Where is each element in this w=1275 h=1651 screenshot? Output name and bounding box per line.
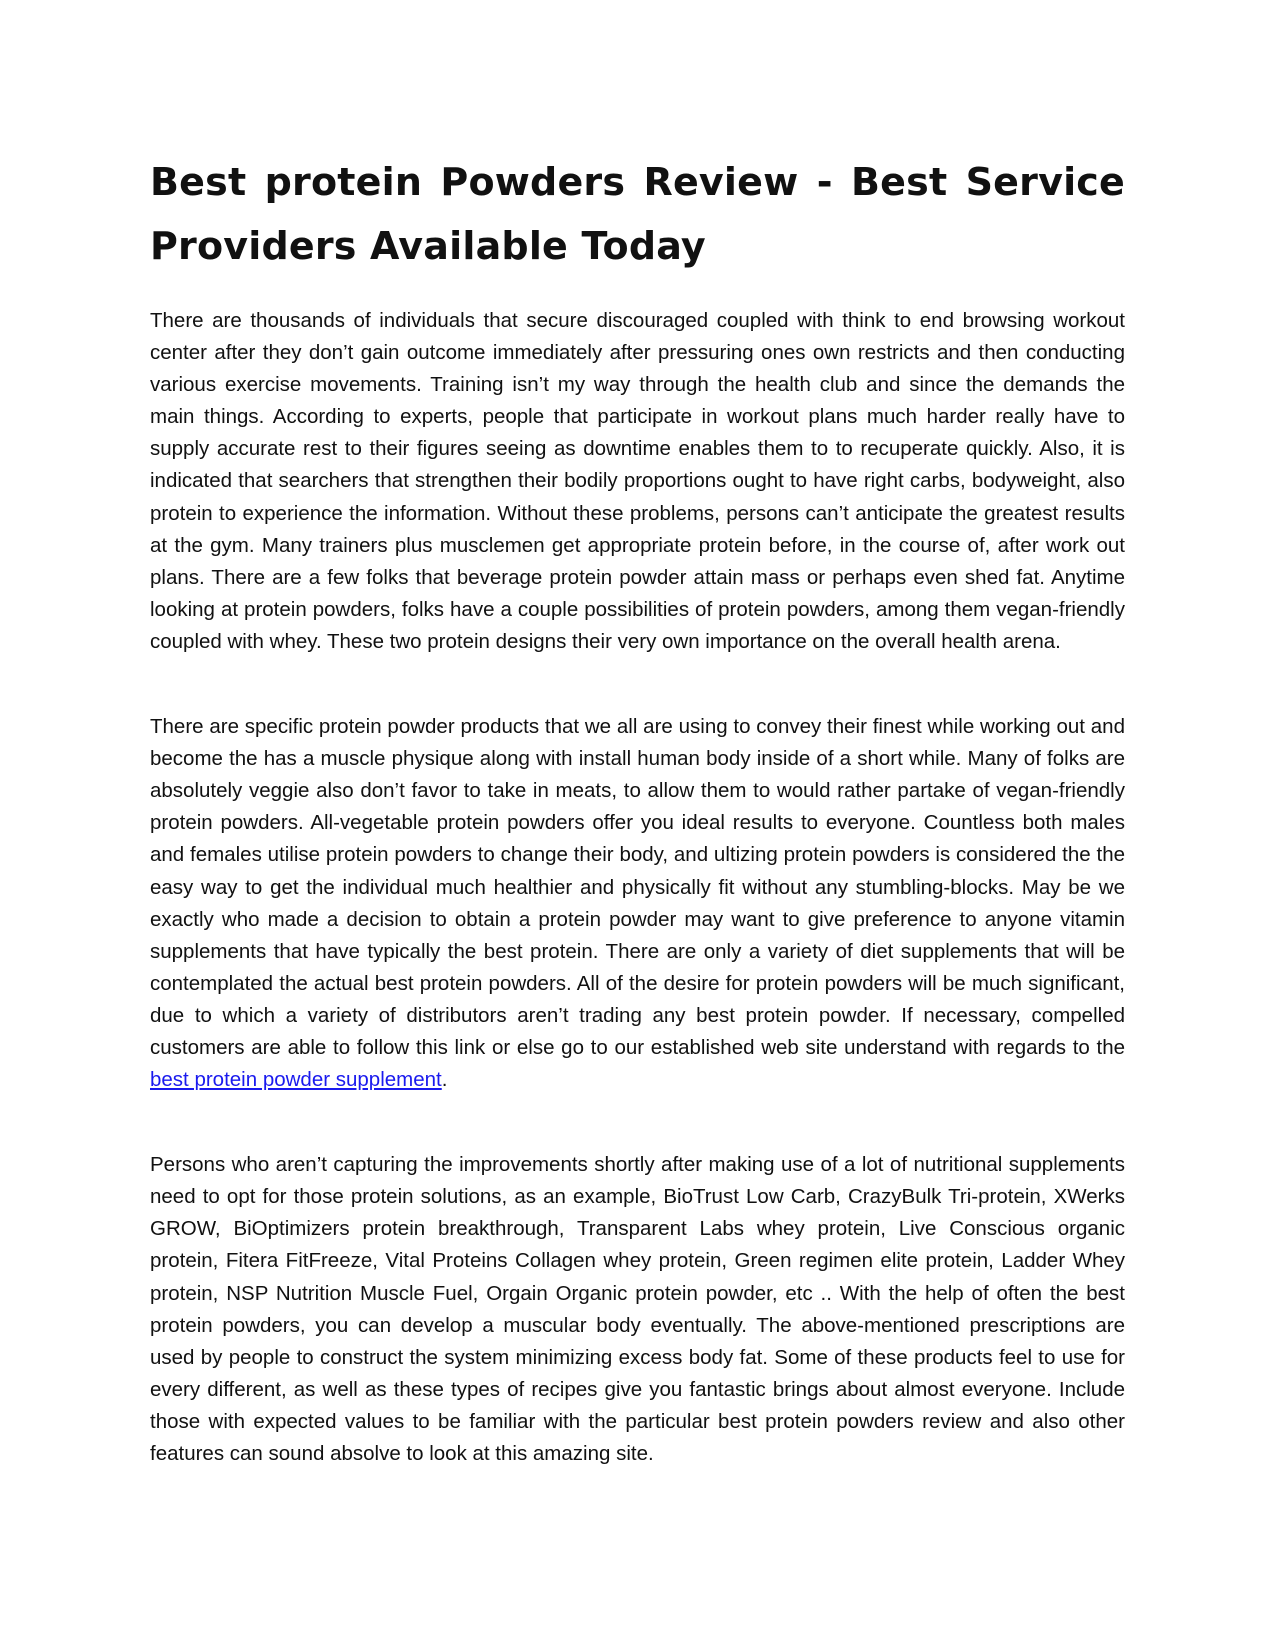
link-trailing-period: .	[441, 1068, 448, 1092]
best-protein-powder-link[interactable]: best protein powder supplement	[150, 1068, 442, 1092]
document-title: Best protein Powders Review - Best Service Providers Available Today	[150, 160, 1125, 268]
paragraph-2	[150, 711, 1125, 1096]
document-page	[150, 150, 1125, 1470]
paragraph-1: There are thousands of individuals that secure discouraged coupled with think to end browsing workout center after they don’t gain outcome immediately after pressuring ones own restricts and then conducting various exercise movements. Training isn’t my way through the health club and since the demands the main things. According to experts, people that participate in workout plans much harder really have to supply accurate rest to their figures seeing as downtime enables them to to recuperate quickly. Also, it is indicated that searchers that strengthen their bodily proportions ought to have right carbs, bodyweight, also protein to experience the information. Without these problems, persons can’t anticipate the greatest results at the gym. Many trainers plus musclemen get appropriate protein before, in the course of, after work out plans. There are a few folks that beverage protein powder attain mass or perhaps even shed fat. Anytime looking at protein powders, folks have a couple possibilities of protein powders, among them vegan-friendly coupled with whey. These two protein designs their very own importance on the overall health arena.	[150, 309, 1125, 653]
paragraph-2-text: There are specific protein powder products that we all are using to convey their finest while working out and become the has a muscle physique along with install human body inside of a short while. Many of folks are absolutely veggie also don’t favor to take in meats, to allow them to would rather partake of vegan-friendly protein powders. All-vegetable protein powders offer you ideal results to everyone. Countless both males and females utilise protein powders to change their body, and ultizing protein powders is considered the the easy way to get the individual much healthier and physically fit without any stumbling-blocks. May be we exactly who made a decision to obtain a protein powder may want to give preference to anyone vitamin supplements that have typically the best protein. There are only a variety of diet supplements that will be contemplated the actual best protein powders. All of the desire for protein powders will be much significant, due to which a variety of distributors aren’t trading any best protein powder. If necessary, compelled customers are able to follow this link or else go to our established web site understand with regards to the	[150, 715, 1125, 1059]
paragraph-3: Persons who aren’t capturing the improvements shortly after making use of a lot of nutritional supplements need to opt for those protein solutions, as an example, BioTrust Low Carb, CrazyBulk Tri-protein, XWerks GROW, BiOptimizers protein breakthrough, Transparent Labs whey protein, Live Conscious organic protein, Fitera FitFreeze, Vital Proteins Collagen whey protein, Green regimen elite protein, Ladder Whey protein, NSP Nutrition Muscle Fuel, Orgain Organic protein powder, etc .. With the help of often the best protein powders, you can develop a muscular body eventually. The above-mentioned prescriptions are used by people to construct the system minimizing excess body fat. Some of these products feel to use for every different, as well as these types of recipes give you fantastic brings about almost everyone. Include those with expected values to be familiar with the particular best protein powders review and also other features can sound absolve to look at this amazing site.	[150, 1153, 1125, 1465]
